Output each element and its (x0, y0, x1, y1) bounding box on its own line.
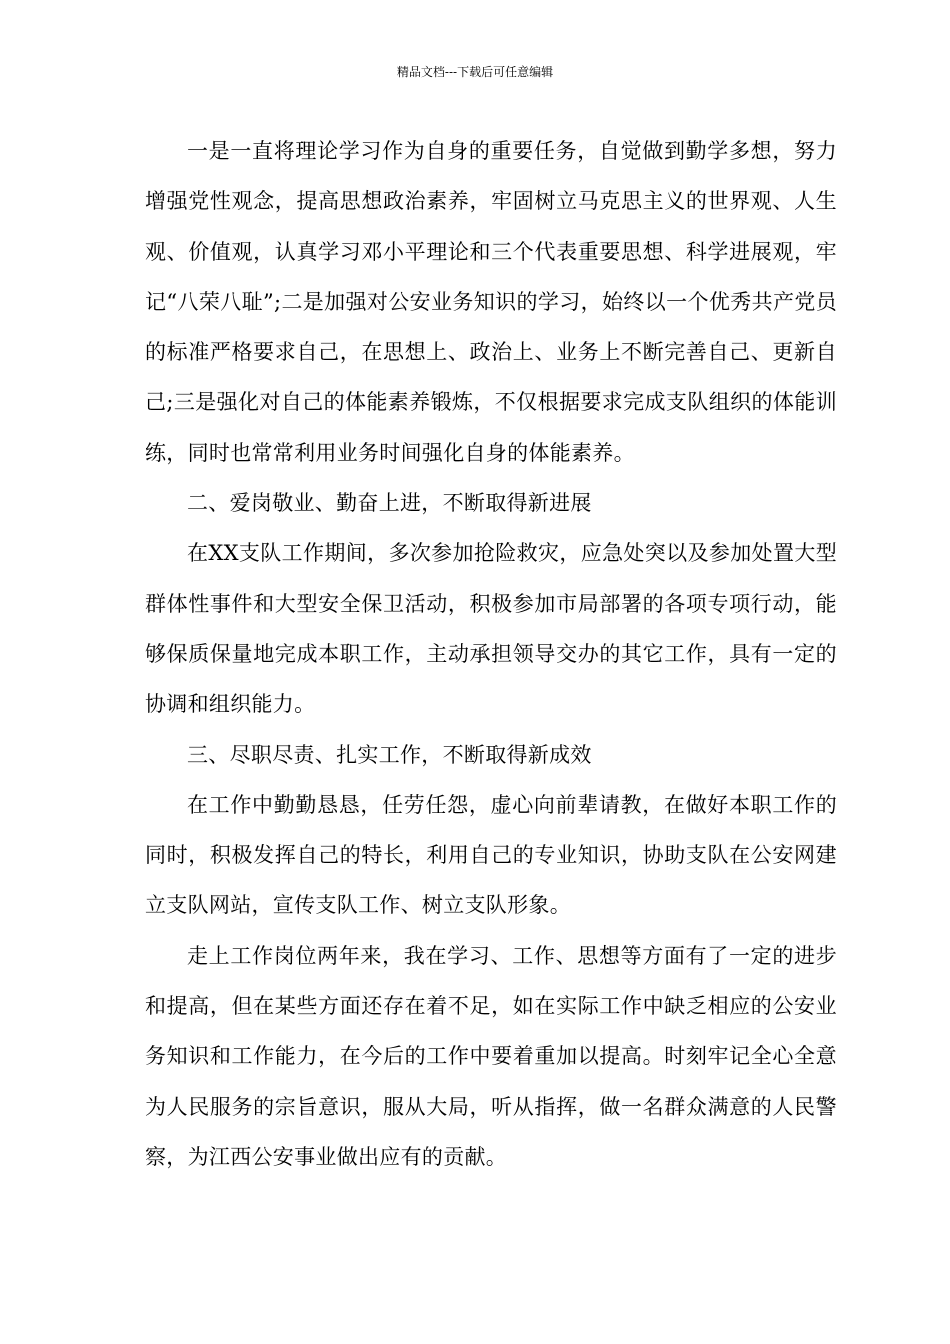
document-body (145, 126, 837, 1182)
paragraph-diligence: 在工作中勤勤恳恳，任劳任怨，虚心向前辈请教，在做好本职工作的同时，积极发挥自己的特长，利用自己的专业知识，协助支队在公安网建立支队网站，宣传支队工作、树立支队形象。 (145, 792, 837, 918)
paragraph-work-period: 在XX支队工作期间，多次参加抢险救灾，应急处突以及参加处置大型群体性事件和大型安全保卫活动，积极参加市局部署的各项专项行动，能够保质保量地完成本职工作，主动承担领导交办的其它工作，具有一定的协调和组织能力。 (145, 541, 837, 717)
section-heading-two: 二、爱岗敬业、勤奋上进，不断取得新进展 (187, 491, 592, 516)
paragraph-study: 一是一直将理论学习作为自身的重要任务，自觉做到勤学多想，努力增强党性观念，提高思想政治素养，牢固树立马克思主义的世界观、人生观、价值观，认真学习邓小平理论和三个代表重要思想、科学进展观，牢记“八荣八耻”;二是加强对公安业务知识的学习，始终以一个优秀共产党员的标准严格要求自己，在思想上、政治上、业务上不断完善自己、更新自己;三是强化对自己的体能素养锻炼，不仅根据要求完成支队组织的体能训练，同时也常常利用业务时间强化自身的体能素养。 (145, 139, 837, 465)
section-heading-three: 三、尽职尽责、扎实工作，不断取得新成效 (187, 742, 592, 767)
page-header: 精品文档---下载后可任意编辑 (396, 65, 554, 79)
paragraph-conclusion: 走上工作岗位两年来，我在学习、工作、思想等方面有了一定的进步和提高，但在某些方面还存在着不足，如在实际工作中缺乏相应的公安业务知识和工作能力，在今后的工作中要着重加以提高。时刻牢记全心全意为人民服务的宗旨意识，服从大局，听从指挥，做一名群众满意的人民警察，为江西公安事业做出应有的贡献。 (145, 943, 837, 1169)
